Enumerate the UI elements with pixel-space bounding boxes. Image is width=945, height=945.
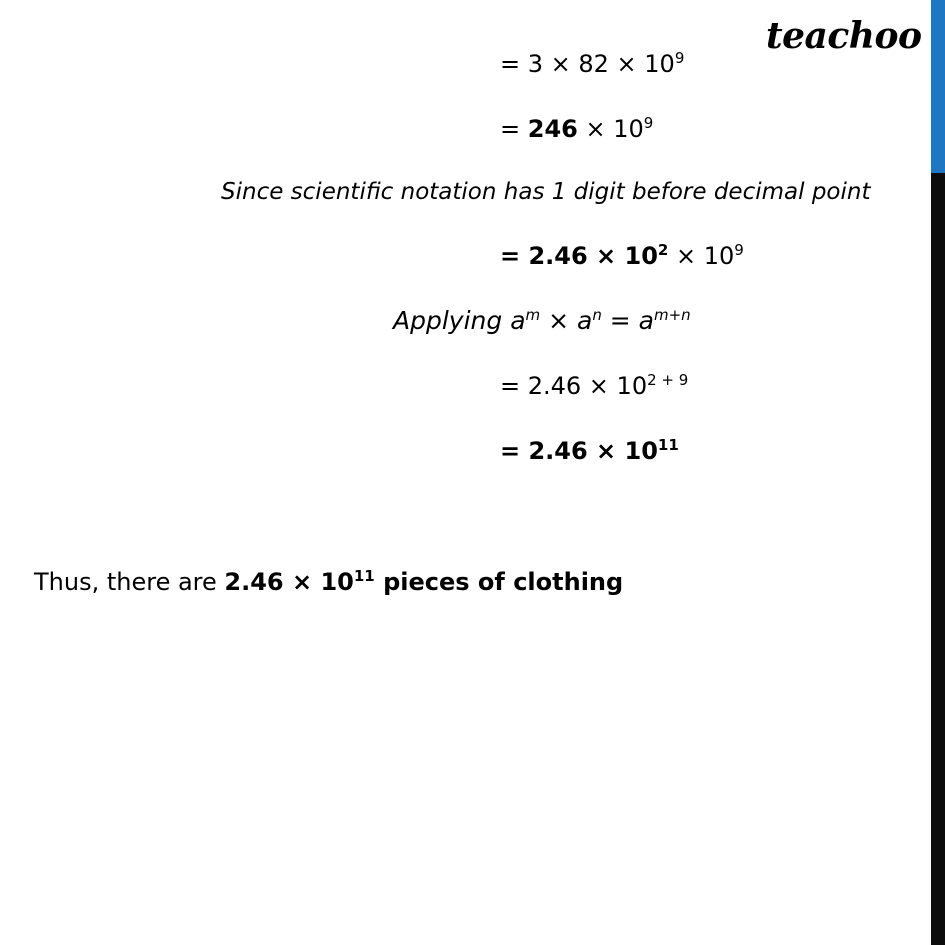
- note-exponent-rule: Applying $a^m \times a^n = a^{m+n}$: [393, 306, 691, 335]
- sidebar-accent: [931, 0, 945, 173]
- step-line-7: = $2.46 \times 10^{11}$: [500, 436, 679, 465]
- step-line-4: = $2.46 \times 10^2 \times 10^9$: [500, 241, 744, 270]
- note-scientific-notation: Since scientific notation has 1 digit before decimal point: [221, 179, 871, 205]
- step-line-6: = $2.46 \times 10^{2 + 9}$: [500, 371, 689, 400]
- conclusion-line: Thus, there are $2.46 \times 10^{11}$ pieces of clothing: [34, 567, 624, 596]
- teachoo-logo: teachoo: [766, 15, 922, 57]
- right-sidebar: [931, 0, 945, 945]
- step-line-2: = $246 \times 10^9$: [500, 114, 654, 143]
- step-line-1: = $3 \times 82 \times 10^9$: [500, 49, 685, 78]
